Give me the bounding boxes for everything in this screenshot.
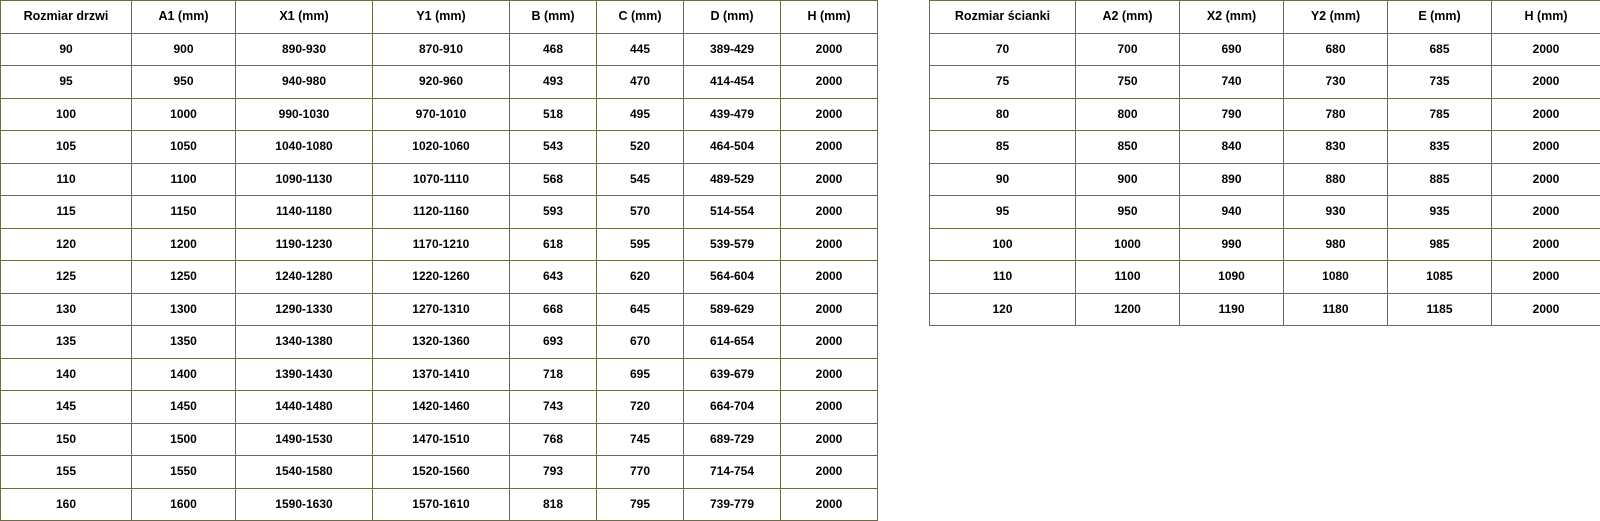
cell-a1: 1200	[132, 228, 236, 261]
table-row	[930, 163, 1600, 196]
table-row	[1, 196, 878, 229]
cell-b: 743	[510, 391, 597, 424]
cell-a1: 1550	[132, 456, 236, 489]
cell-b: 768	[510, 423, 597, 456]
table-row	[1, 423, 878, 456]
column-header-y1: Y1 (mm)	[373, 1, 510, 34]
cell-size: 80	[930, 98, 1076, 131]
table-row	[1, 293, 878, 326]
cell-d: 589-629	[684, 293, 781, 326]
cell-a1: 1450	[132, 391, 236, 424]
cell-size: 70	[930, 33, 1076, 66]
door-sizes-table-head	[1, 1, 878, 34]
cell-x1: 1440-1480	[236, 391, 373, 424]
cell-b: 493	[510, 66, 597, 99]
cell-size: 120	[1, 228, 132, 261]
table-header-row	[1, 1, 878, 34]
cell-h: 2000	[781, 131, 878, 164]
cell-a1: 1600	[132, 488, 236, 521]
cell-y1: 1120-1160	[373, 196, 510, 229]
cell-x1: 1490-1530	[236, 423, 373, 456]
cell-c: 470	[597, 66, 684, 99]
cell-h: 2000	[781, 228, 878, 261]
cell-h: 2000	[781, 391, 878, 424]
cell-b: 793	[510, 456, 597, 489]
cell-h: 2000	[781, 456, 878, 489]
cell-h: 2000	[781, 196, 878, 229]
cell-h: 2000	[1492, 131, 1600, 164]
cell-a1: 1150	[132, 196, 236, 229]
cell-x1: 940-980	[236, 66, 373, 99]
cell-x2: 840	[1180, 131, 1284, 164]
cell-e: 935	[1388, 196, 1492, 229]
cell-b: 618	[510, 228, 597, 261]
column-header-e: E (mm)	[1388, 1, 1492, 34]
wall-sizes-table-body	[930, 33, 1600, 326]
table-row	[930, 33, 1600, 66]
table-row	[1, 261, 878, 294]
cell-c: 520	[597, 131, 684, 164]
cell-x1: 990-1030	[236, 98, 373, 131]
cell-h: 2000	[781, 163, 878, 196]
cell-size: 140	[1, 358, 132, 391]
cell-d: 614-654	[684, 326, 781, 359]
cell-c: 495	[597, 98, 684, 131]
cell-size: 125	[1, 261, 132, 294]
cell-a1: 1100	[132, 163, 236, 196]
cell-h: 2000	[1492, 228, 1600, 261]
cell-size: 110	[930, 261, 1076, 294]
cell-y1: 1320-1360	[373, 326, 510, 359]
table-row	[1, 326, 878, 359]
cell-x1: 1390-1430	[236, 358, 373, 391]
cell-y1: 1220-1260	[373, 261, 510, 294]
column-header-a1: A1 (mm)	[132, 1, 236, 34]
column-header-d: D (mm)	[684, 1, 781, 34]
cell-y1: 1420-1460	[373, 391, 510, 424]
cell-x1: 1190-1230	[236, 228, 373, 261]
cell-a2: 900	[1076, 163, 1180, 196]
cell-size: 100	[930, 228, 1076, 261]
cell-y1: 1020-1060	[373, 131, 510, 164]
cell-y2: 680	[1284, 33, 1388, 66]
wall-sizes-table-head	[930, 1, 1600, 34]
cell-d: 514-554	[684, 196, 781, 229]
cell-size: 150	[1, 423, 132, 456]
table-row	[1, 131, 878, 164]
table-row	[930, 98, 1600, 131]
cell-h: 2000	[781, 358, 878, 391]
column-header-rozmiar-scianki: Rozmiar ścianki	[930, 1, 1076, 34]
cell-a1: 1000	[132, 98, 236, 131]
cell-e: 985	[1388, 228, 1492, 261]
cell-y2: 830	[1284, 131, 1388, 164]
table-row	[1, 488, 878, 521]
column-header-rozmiar-drzwi: Rozmiar drzwi	[1, 1, 132, 34]
cell-e: 835	[1388, 131, 1492, 164]
column-header-h: H (mm)	[1492, 1, 1600, 34]
cell-h: 2000	[781, 423, 878, 456]
column-header-a2: A2 (mm)	[1076, 1, 1180, 34]
column-header-c: C (mm)	[597, 1, 684, 34]
cell-e: 785	[1388, 98, 1492, 131]
cell-y1: 920-960	[373, 66, 510, 99]
cell-x2: 940	[1180, 196, 1284, 229]
cell-x2: 1190	[1180, 293, 1284, 326]
cell-d: 389-429	[684, 33, 781, 66]
cell-e: 1085	[1388, 261, 1492, 294]
table-row	[930, 66, 1600, 99]
cell-c: 670	[597, 326, 684, 359]
cell-y2: 780	[1284, 98, 1388, 131]
cell-x2: 990	[1180, 228, 1284, 261]
cell-a1: 900	[132, 33, 236, 66]
cell-size: 145	[1, 391, 132, 424]
cell-c: 720	[597, 391, 684, 424]
cell-x1: 1590-1630	[236, 488, 373, 521]
cell-x2: 740	[1180, 66, 1284, 99]
cell-a1: 1050	[132, 131, 236, 164]
cell-x2: 890	[1180, 163, 1284, 196]
table-row	[1, 391, 878, 424]
cell-h: 2000	[1492, 66, 1600, 99]
cell-h: 2000	[1492, 293, 1600, 326]
table-row	[930, 196, 1600, 229]
cell-size: 155	[1, 456, 132, 489]
cell-size: 110	[1, 163, 132, 196]
cell-b: 568	[510, 163, 597, 196]
table-row	[930, 261, 1600, 294]
cell-d: 539-579	[684, 228, 781, 261]
cell-b: 718	[510, 358, 597, 391]
cell-size: 100	[1, 98, 132, 131]
wall-sizes-table	[929, 0, 1600, 326]
cell-b: 543	[510, 131, 597, 164]
cell-b: 518	[510, 98, 597, 131]
cell-b: 818	[510, 488, 597, 521]
cell-y1: 970-1010	[373, 98, 510, 131]
table-row	[1, 228, 878, 261]
table-row	[1, 33, 878, 66]
cell-size: 105	[1, 131, 132, 164]
cell-a1: 1350	[132, 326, 236, 359]
cell-size: 120	[930, 293, 1076, 326]
cell-x1: 1240-1280	[236, 261, 373, 294]
cell-size: 160	[1, 488, 132, 521]
column-header-b: B (mm)	[510, 1, 597, 34]
cell-c: 570	[597, 196, 684, 229]
column-header-x2: X2 (mm)	[1180, 1, 1284, 34]
cell-b: 593	[510, 196, 597, 229]
cell-d: 689-729	[684, 423, 781, 456]
cell-a2: 950	[1076, 196, 1180, 229]
cell-d: 664-704	[684, 391, 781, 424]
cell-a2: 800	[1076, 98, 1180, 131]
cell-e: 735	[1388, 66, 1492, 99]
cell-h: 2000	[1492, 196, 1600, 229]
cell-size: 130	[1, 293, 132, 326]
cell-a2: 750	[1076, 66, 1180, 99]
cell-d: 639-679	[684, 358, 781, 391]
cell-e: 685	[1388, 33, 1492, 66]
cell-size: 115	[1, 196, 132, 229]
column-header-y2: Y2 (mm)	[1284, 1, 1388, 34]
table-row	[930, 228, 1600, 261]
cell-x1: 1540-1580	[236, 456, 373, 489]
cell-h: 2000	[781, 66, 878, 99]
cell-b: 693	[510, 326, 597, 359]
cell-y1: 1470-1510	[373, 423, 510, 456]
cell-a2: 1100	[1076, 261, 1180, 294]
table-row	[1, 358, 878, 391]
cell-h: 2000	[781, 33, 878, 66]
cell-y2: 1180	[1284, 293, 1388, 326]
cell-c: 795	[597, 488, 684, 521]
cell-h: 2000	[1492, 98, 1600, 131]
cell-c: 770	[597, 456, 684, 489]
cell-y1: 870-910	[373, 33, 510, 66]
table-row	[1, 66, 878, 99]
cell-e: 885	[1388, 163, 1492, 196]
cell-x2: 690	[1180, 33, 1284, 66]
cell-b: 468	[510, 33, 597, 66]
cell-x1: 1090-1130	[236, 163, 373, 196]
cell-h: 2000	[781, 326, 878, 359]
cell-d: 739-779	[684, 488, 781, 521]
cell-h: 2000	[781, 293, 878, 326]
column-header-x1: X1 (mm)	[236, 1, 373, 34]
column-header-h: H (mm)	[781, 1, 878, 34]
table-row	[1, 98, 878, 131]
cell-y1: 1170-1210	[373, 228, 510, 261]
cell-c: 445	[597, 33, 684, 66]
cell-d: 439-479	[684, 98, 781, 131]
cell-y2: 880	[1284, 163, 1388, 196]
cell-a2: 850	[1076, 131, 1180, 164]
cell-a1: 1500	[132, 423, 236, 456]
cell-y1: 1370-1410	[373, 358, 510, 391]
cell-a1: 1300	[132, 293, 236, 326]
cell-h: 2000	[781, 261, 878, 294]
cell-d: 414-454	[684, 66, 781, 99]
cell-x2: 1090	[1180, 261, 1284, 294]
cell-a2: 1200	[1076, 293, 1180, 326]
cell-d: 489-529	[684, 163, 781, 196]
cell-y1: 1070-1110	[373, 163, 510, 196]
cell-a1: 1400	[132, 358, 236, 391]
cell-y2: 730	[1284, 66, 1388, 99]
cell-h: 2000	[781, 98, 878, 131]
table-row	[1, 163, 878, 196]
cell-d: 714-754	[684, 456, 781, 489]
cell-c: 595	[597, 228, 684, 261]
cell-size: 90	[930, 163, 1076, 196]
cell-size: 75	[930, 66, 1076, 99]
cell-a1: 950	[132, 66, 236, 99]
table-header-row	[930, 1, 1600, 34]
cell-size: 90	[1, 33, 132, 66]
table-row	[930, 293, 1600, 326]
cell-d: 464-504	[684, 131, 781, 164]
cell-c: 545	[597, 163, 684, 196]
cell-b: 643	[510, 261, 597, 294]
cell-y2: 930	[1284, 196, 1388, 229]
table-row	[930, 131, 1600, 164]
cell-y1: 1270-1310	[373, 293, 510, 326]
cell-h: 2000	[1492, 261, 1600, 294]
cell-size: 135	[1, 326, 132, 359]
cell-e: 1185	[1388, 293, 1492, 326]
cell-y1: 1570-1610	[373, 488, 510, 521]
table-row	[1, 456, 878, 489]
cell-h: 2000	[1492, 33, 1600, 66]
cell-c: 645	[597, 293, 684, 326]
cell-x1: 1040-1080	[236, 131, 373, 164]
cell-a2: 700	[1076, 33, 1180, 66]
cell-x2: 790	[1180, 98, 1284, 131]
cell-c: 745	[597, 423, 684, 456]
cell-h: 2000	[781, 488, 878, 521]
cell-h: 2000	[1492, 163, 1600, 196]
cell-x1: 890-930	[236, 33, 373, 66]
cell-b: 668	[510, 293, 597, 326]
cell-a1: 1250	[132, 261, 236, 294]
cell-size: 85	[930, 131, 1076, 164]
cell-c: 695	[597, 358, 684, 391]
cell-a2: 1000	[1076, 228, 1180, 261]
door-sizes-table-body	[1, 33, 878, 521]
cell-y1: 1520-1560	[373, 456, 510, 489]
cell-x1: 1290-1330	[236, 293, 373, 326]
cell-size: 95	[1, 66, 132, 99]
cell-c: 620	[597, 261, 684, 294]
cell-x1: 1140-1180	[236, 196, 373, 229]
cell-d: 564-604	[684, 261, 781, 294]
cell-y2: 980	[1284, 228, 1388, 261]
cell-size: 95	[930, 196, 1076, 229]
cell-x1: 1340-1380	[236, 326, 373, 359]
cell-y2: 1080	[1284, 261, 1388, 294]
